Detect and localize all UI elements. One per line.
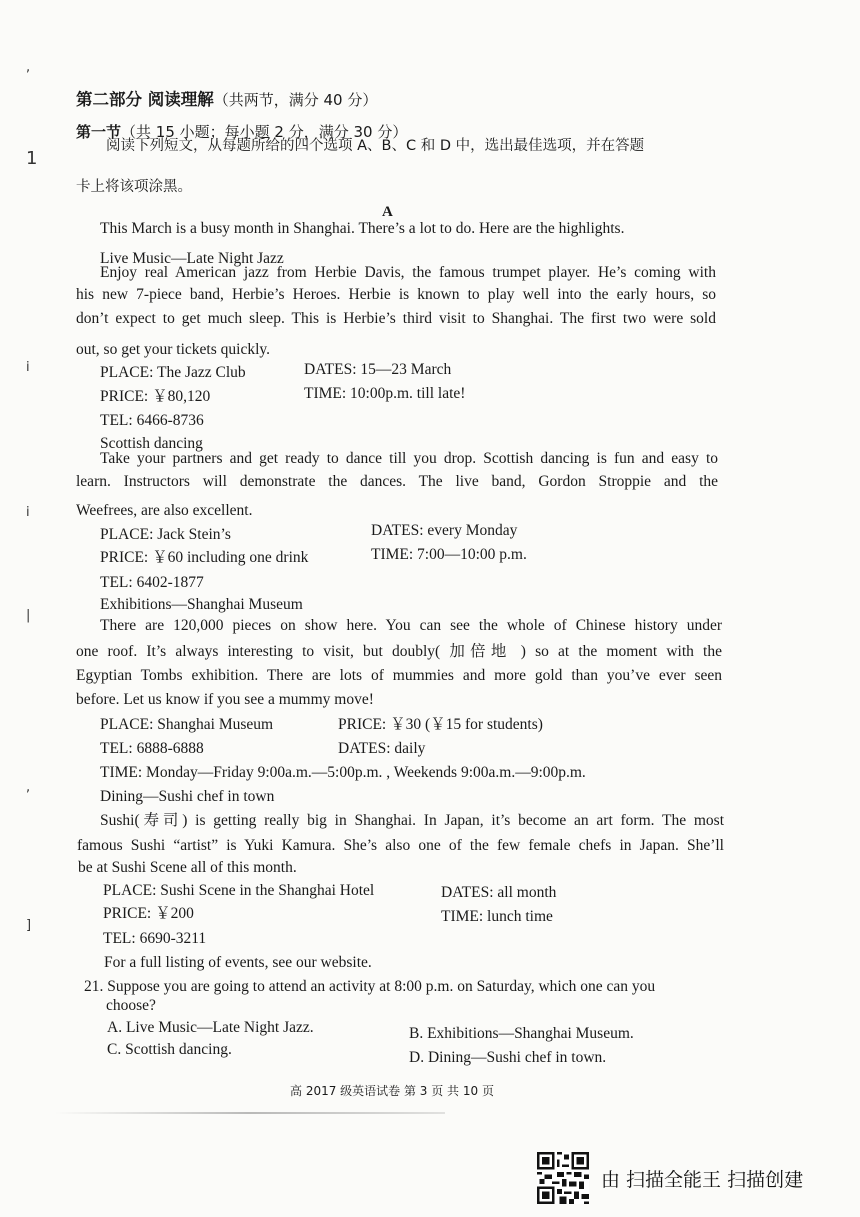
museum-body-line: one roof. It’s always interesting to visit, but doubly( 加倍地 ) so at the moment with the [76,643,722,660]
scottish-title: Scottish dancing [100,435,203,452]
sushi-dates: DATES: all month [441,884,557,901]
museum-tel: TEL: 6888-6888 [100,740,204,757]
option-c: C. Scottish dancing. [107,1041,232,1058]
sushi-body-line: Sushi(寿司) is getting really big in Shanghai. In Japan, it’s become an art form. The most [100,812,724,829]
margin-mark: | [26,608,31,623]
scottish-dates: DATES: every Monday [371,522,518,539]
jazz-time: TIME: 10:00p.m. till late! [304,385,466,402]
option-a: A. Live Music—Late Night Jazz. [107,1019,314,1036]
jazz-price: PRICE: ￥80,120 [100,388,211,405]
scanner-watermark [537,1152,803,1204]
margin-mark: , [26,60,31,75]
jazz-dates: DATES: 15—23 March [304,361,452,378]
sushi-place: PLACE: Sushi Scene in the Shanghai Hotel [103,882,375,899]
passage-intro: This March is a busy month in Shanghai. There’s a lot to do. Here are the highlights. [100,220,625,237]
sushi-tel: TEL: 6690-3211 [103,930,207,947]
scottish-body-line: Take your partners and get ready to dance till you drop. Scottish dancing is fun and easy to [100,450,718,467]
sushi-body-line: be at Sushi Scene all of this month. [78,859,297,876]
margin-mark: , [26,780,31,795]
jazz-body-line: Enjoy real American jazz from Herbie Davis, the famous trumpet player. He’s coming with [100,264,716,281]
sushi-body-line: famous Sushi “artist” is Yuki Kamura. She’s also one of the few female chefs in Japan. She’ll [77,837,724,854]
section-title: 第一节（共 15 小题；每小题 2 分，满分 30 分） [76,123,408,141]
museum-body-line: There are 120,000 pieces on show here. You can see the whole of Chinese history under [100,617,722,634]
jazz-tel: TEL: 6466-8736 [100,412,204,429]
scan-artifact-line [55,1112,445,1114]
qr-code-icon [537,1152,589,1204]
option-b: B. Exhibitions—Shanghai Museum. [409,1025,634,1042]
margin-mark: 1 [26,148,38,169]
sushi-price: PRICE: ￥200 [103,905,194,922]
museum-time: TIME: Monday—Friday 9:00a.m.—5:00p.m. , Weekends 9:00a.m.—9:00p.m. [100,764,586,781]
scottish-body-line: Weefrees, are also excellent. [76,502,253,519]
sushi-time: TIME: lunch time [441,908,553,925]
watermark-text: 由 扫描全能王 扫描创建 [601,1168,804,1191]
jazz-place: PLACE: The Jazz Club [100,364,246,381]
scottish-price: PRICE: ￥60 including one drink [100,549,309,566]
margin-mark: i [26,360,30,375]
museum-price: PRICE: ￥30 (￥15 for students) [338,716,543,733]
margin-mark: i [26,505,30,520]
jazz-title: Live Music—Late Night Jazz [100,250,284,267]
passage-outro: For a full listing of events, see our website. [104,954,372,971]
part-title: 第二部分 阅读理解（共两节，满分 40 分） [76,90,378,109]
sushi-title: Dining—Sushi chef in town [100,788,275,805]
museum-place: PLACE: Shanghai Museum [100,716,274,733]
instructions-line-1: 阅读下列短文，从每题所给的四个选项 A、B、C 和 D 中，选出最佳选项，并在答题 [106,138,645,154]
scottish-body-line: learn. Instructors will demonstrate the dances. The live band, Gordon Stroppie and the [76,473,718,490]
page-footer: 高 2017 级英语试卷 第 3 页 共 10 页 [290,1084,494,1098]
question-stem-continued: choose? [106,997,156,1014]
jazz-body-line: don’t expect to get much sleep. This is Herbie’s third visit to Shanghai. The first two were sold [76,310,716,327]
margin-mark: ] [26,918,32,933]
museum-body-line: Egyptian Tombs exhibition. There are lots of mummies and more gold than you’ve ever seen [76,667,722,684]
scottish-place: PLACE: Jack Stein’s [100,526,231,543]
option-d: D. Dining—Sushi chef in town. [409,1049,607,1066]
passage-letter: A [382,204,393,220]
museum-title: Exhibitions—Shanghai Museum [100,596,303,613]
scottish-tel: TEL: 6402-1877 [100,574,204,591]
scottish-time: TIME: 7:00—10:00 p.m. [371,546,527,563]
jazz-body-line: his new 7-piece band, Herbie’s Heroes. Herbie is known to play well into the early hours, so [76,286,716,303]
jazz-body-line: out, so get your tickets quickly. [76,341,271,358]
museum-body-line: before. Let us know if you see a mummy move! [76,691,374,708]
instructions-line-2: 卡上将该项涂黑。 [76,179,192,195]
question-stem: 21. Suppose you are going to attend an activity at 8:00 p.m. on Saturday, which one can you [84,978,656,995]
museum-dates: DATES: daily [338,740,426,757]
